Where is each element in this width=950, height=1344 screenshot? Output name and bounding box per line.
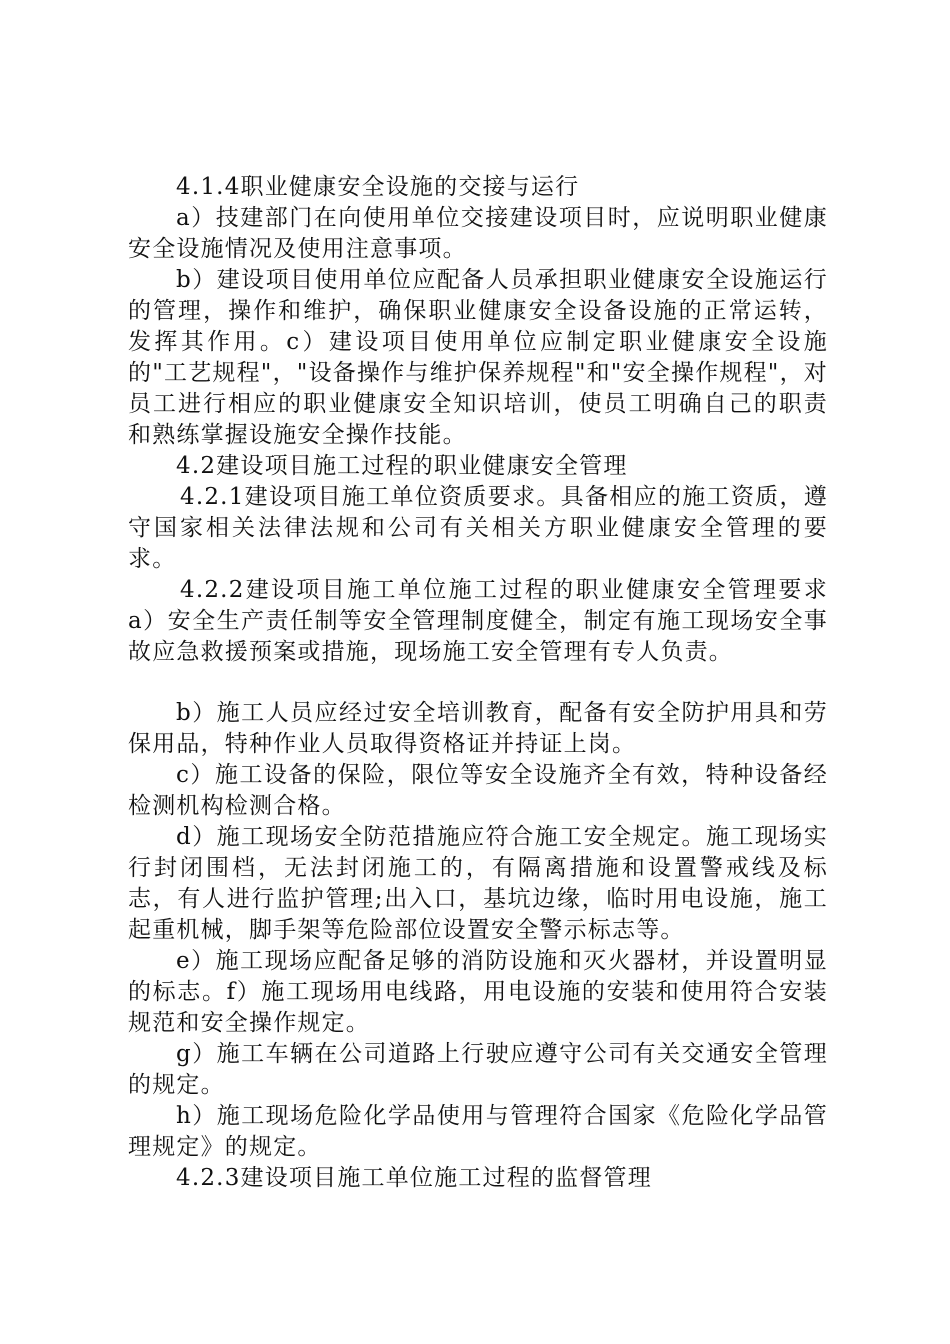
section-heading-4-1-4: 4.1.4职业健康安全设施的交接与运行 [176,174,580,200]
paragraph-b-c-operation: b）建设项目使用单位应配备人员承担职业健康安全设施运行的管理，操作和维护，确保职业健康安全设备设施的正常运转，发挥其作用。c）建设项目使用单位应制定职业健康安全设施的"工艺规程"，"设备操作与维护保养规程"和"安全操作规程"，对员工进行相应的职业健康安全知识培训，使员工明确自己的职责和熟练掌握设施安全操作技能。 [128,267,828,448]
paragraph-c-equipment: c）施工设备的保险，限位等安全设施齐全有效，特种设备经检测机构检测合格。 [128,762,828,819]
paragraph-4-2-1: 4.2.1建设项目施工单位资质要求。具备相应的施工资质，遵守国家相关法律法规和公司有关相关方职业健康安全管理的要求。 [128,484,828,572]
section-heading-4-2: 4.2建设项目施工过程的职业健康安全管理 [176,453,628,479]
paragraph-g-vehicles: g）施工车辆在公司道路上行驶应遵守公司有关交通安全管理的规定。 [128,1041,828,1098]
paragraph-a-handover: a）技建部门在向使用单位交接建设项目时，应说明职业健康安全设施情况及使用注意事项。 [128,205,828,262]
document-body [128,172,828,1194]
section-heading-4-2-3: 4.2.3建设项目施工单位施工过程的监督管理 [176,1165,652,1191]
paragraph-gap [128,668,828,698]
paragraph-h-chemicals: h）施工现场危险化学品使用与管理符合国家《危险化学品管理规定》的规定。 [128,1103,828,1160]
paragraph-e-f-fire-electric: e）施工现场应配备足够的消防设施和灭火器材，并设置明显的标志。f）施工现场用电线路，用电设施的安装和使用符合安装规范和安全操作规定。 [128,948,828,1036]
paragraph-4-2-2: 4.2.2建设项目施工单位施工过程的职业健康安全管理要求a）安全生产责任制等安全管理制度健全，制定有施工现场安全事故应急救援预案或措施，现场施工安全管理有专人负责。 [128,577,828,665]
paragraph-d-site-safety: d）施工现场安全防范措施应符合施工安全规定。施工现场实行封闭围档，无法封闭施工的，有隔离措施和设置警戒线及标志，有人进行监护管理;出入口，基坑边缘，临时用电设施，施工起重机械，脚手架等危险部位设置安全警示标志等。 [128,824,828,943]
paragraph-b-training: b）施工人员应经过安全培训教育，配备有安全防护用具和劳保用品，特种作业人员取得资格证并持证上岗。 [128,700,828,757]
